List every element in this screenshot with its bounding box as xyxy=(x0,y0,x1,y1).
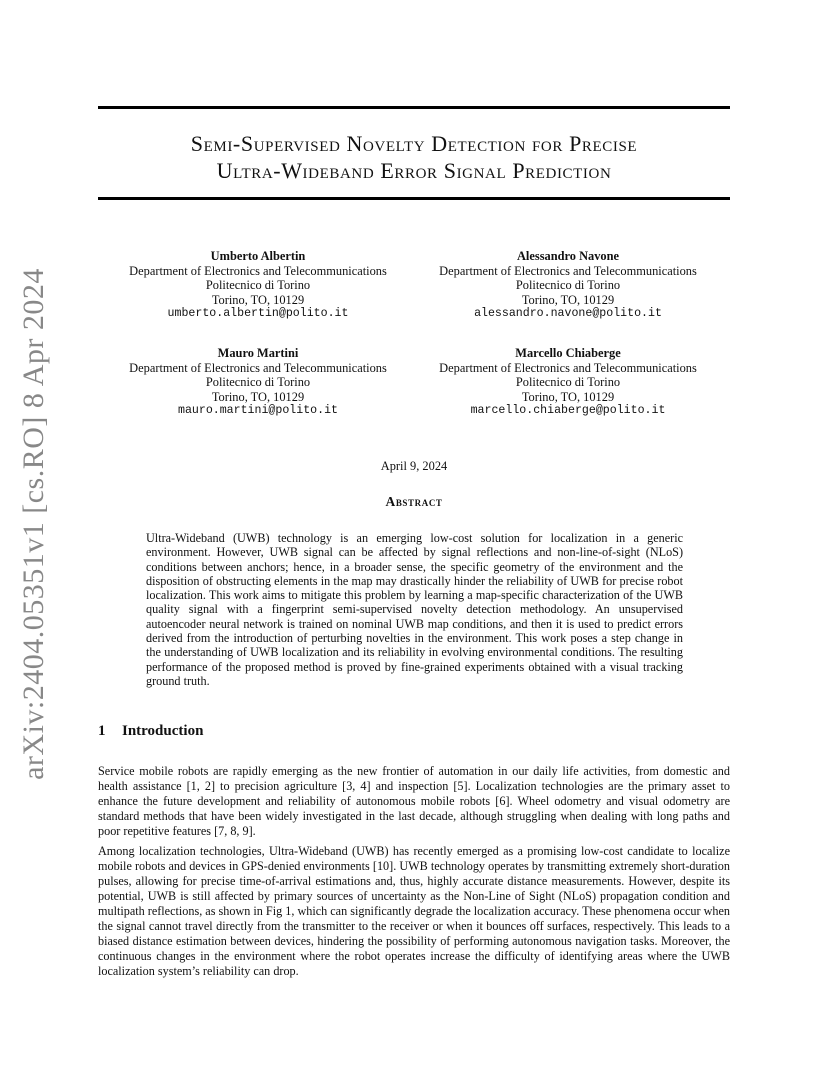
author-institution: Politecnico di Torino xyxy=(205,375,311,390)
publication-date: April 9, 2024 xyxy=(380,459,448,473)
title-rule-top xyxy=(98,106,730,109)
author-email: umberto.albertin@polito.it xyxy=(167,307,349,321)
author-institution: Politecnico di Torino xyxy=(515,278,621,293)
author-city: Torino, TO, 10129 xyxy=(211,389,305,404)
paper-title-line-1: Semi-Supervised Novelty Detection for Precise xyxy=(190,131,638,156)
author-block xyxy=(108,346,408,419)
author-name: Marcello Chiaberge xyxy=(515,346,621,360)
author-city: Torino, TO, 10129 xyxy=(521,292,615,307)
author-department: Department of Electronics and Telecommunications xyxy=(129,360,387,375)
section-title: Introduction xyxy=(122,723,204,739)
abstract-text: Ultra-Wideband (UWB) technology is an emerging low-cost solution for localization in a generic environment. However, UWB signal can be affected by signal reflections and non-line-of-sight (NLoS) conditions between anchors; hence, in a broader sense, the specific geometry of the environment and the disposition of obstructing elements in the map may drastically hinder the reliability of UWB for precise robot localization. This work aims to mitigate this problem by learning a map-specific characterization of the UWB quality signal with a fingerprint semi-supervised novelty detection methodology. An unsupervised autoencoder neural network is trained on nominal UWB map conditions, and then it is used to predict errors derived from the introduction of perturbing novelties in the environment. This work poses a step change in the understanding of UWB localization and its reliability in evolving environmental conditions. The resulting performance of the proposed method is proved by fine-grained experiments obtained with a visual tracking ground truth. xyxy=(146,531,683,688)
abstract-heading: Abstract xyxy=(385,494,443,509)
author-name: Alessandro Navone xyxy=(516,249,619,263)
author-department: Department of Electronics and Telecommunications xyxy=(129,263,387,278)
arxiv-identifier: arXiv:2404.05351v1 [cs.RO] 8 Apr 2024 xyxy=(17,268,50,780)
author-institution: Politecnico di Torino xyxy=(515,375,621,390)
title-rule-bottom xyxy=(98,197,730,200)
author-department: Department of Electronics and Telecommunications xyxy=(439,263,697,278)
section-heading xyxy=(98,723,203,740)
paper-title xyxy=(98,130,730,184)
author-email: marcello.chiaberge@polito.it xyxy=(470,404,666,418)
body-paragraph: Service mobile robots are rapidly emerging as the new frontier of automation in our daily life activities, from domestic and health assistance [1, 2] to precision agriculture [3, 4] and inspection [5]. Localization technologies are the primary asset to enhance the future development and reliability of autonomous mobile robots [6]. Wheel odometry and visual odometry are standard methods that have been widely investigated in the last decade, although struggling when dealing with long paths and poor repetitive features [7, 8, 9]. xyxy=(98,764,730,838)
author-name: Mauro Martini xyxy=(217,346,299,360)
author-department: Department of Electronics and Telecommunications xyxy=(439,360,697,375)
paper-title-line-2: Ultra-Wideband Error Signal Prediction xyxy=(216,158,612,183)
author-institution: Politecnico di Torino xyxy=(205,278,311,293)
author-block xyxy=(418,249,718,322)
author-city: Torino, TO, 10129 xyxy=(521,389,615,404)
body-paragraph: Among localization technologies, Ultra-Wideband (UWB) has recently emerged as a promising low-cost candidate to localize mobile robots and devices in GPS-denied environments [10]. UWB technology operates by transmitting extremely short-duration pulses, allowing for precise time-of-arrival estimations and, thus, highly accurate distance measurements. However, despite its potential, UWB is still affected by primary sources of uncertainty as the Non-Line of Sight (NLoS) propagation condition and multipath reflections, as shown in Fig 1, which can significantly degrade the localization accuracy. These phenomena occur when the signal cannot travel directly from the transmitter to the receiver or when it bounces off surfaces, respectively. This leads to a biased distance estimation between devices, hindering the possibility of performing autonomous navigation tasks. Moreover, the continuous changes in the environment where the robot operates increase the difficulty of identifying areas where the UWB localization system’s reliability can drop. xyxy=(98,844,730,978)
section-number: 1 xyxy=(98,723,106,739)
author-block xyxy=(108,249,408,322)
author-block xyxy=(418,346,718,419)
author-email: mauro.martini@polito.it xyxy=(177,404,339,418)
author-email: alessandro.navone@polito.it xyxy=(474,307,662,321)
author-name: Umberto Albertin xyxy=(210,249,306,263)
author-city: Torino, TO, 10129 xyxy=(211,292,305,307)
